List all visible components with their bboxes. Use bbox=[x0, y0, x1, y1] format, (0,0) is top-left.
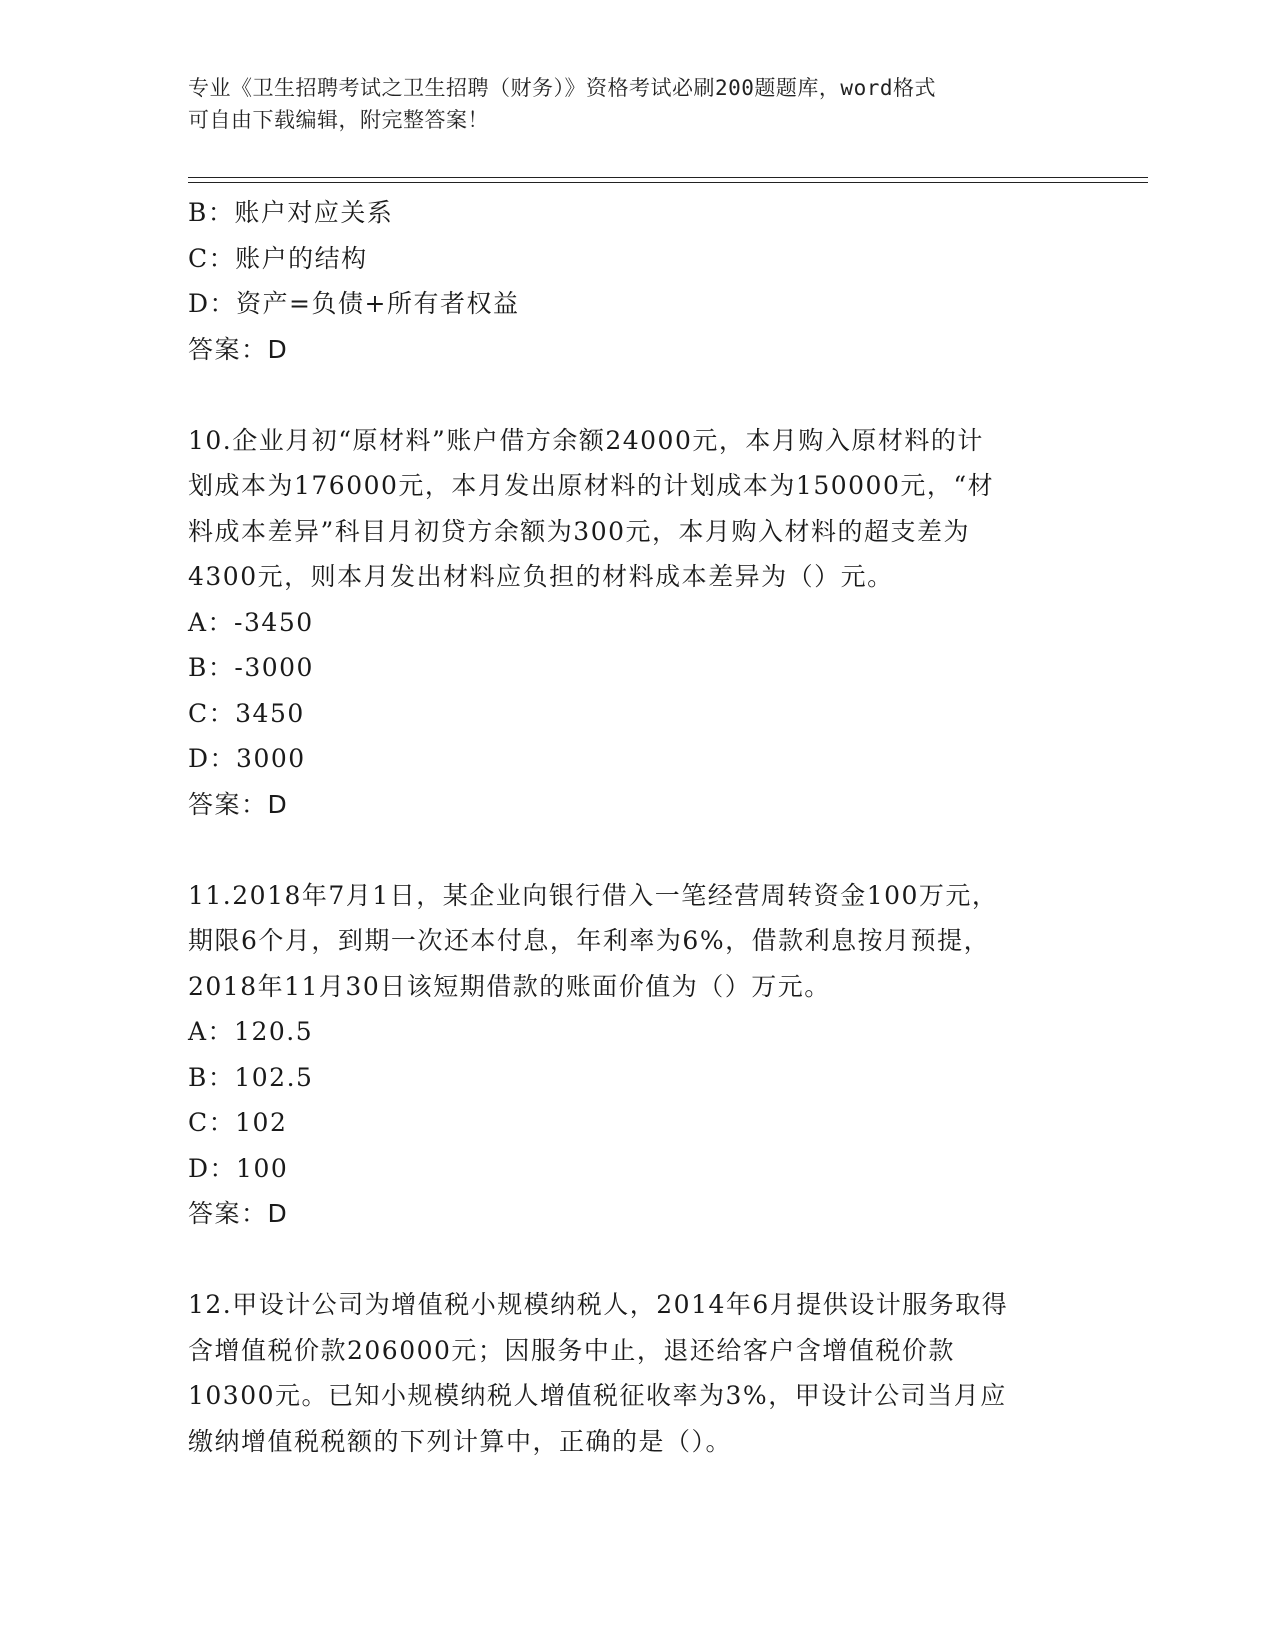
option-b: B：102.5 bbox=[188, 1062, 314, 1092]
answer-line: 答案：D bbox=[188, 789, 289, 819]
question-gap bbox=[188, 827, 1088, 873]
option-d: D：3000 bbox=[188, 744, 306, 773]
header-title-line-2: 可自由下载编辑，附完整答案！ bbox=[188, 108, 489, 132]
question-gap bbox=[188, 372, 1088, 418]
question-stem-line: 期限6个月，到期一次还本付息，年利率为6%，借款利息按月预提， bbox=[188, 926, 991, 955]
question-10 bbox=[188, 418, 1088, 828]
question-stem-line: 2018年11月30日该短期借款的账面价值为（）万元。 bbox=[188, 971, 831, 1001]
option-c: C：账户的结构 bbox=[188, 243, 368, 273]
answer-line: 答案：D bbox=[188, 1199, 289, 1228]
option-b: B：账户对应关系 bbox=[188, 198, 394, 227]
question-stem-line: 11.2018年7月1日，某企业向银行借入一笔经营周转资金100万元， bbox=[188, 880, 999, 910]
option-a: A：-3450 bbox=[188, 607, 314, 637]
question-11 bbox=[188, 873, 1088, 1237]
question-stem-line: 10300元。已知小规模纳税人增值税征收率为3%，甲设计公司当月应 bbox=[188, 1381, 1007, 1410]
option-b: B：-3000 bbox=[188, 653, 314, 682]
question-stem-line: 划成本为176000元，本月发出原材料的计划成本为150000元，“材 bbox=[188, 471, 995, 500]
answer-line: 答案：D bbox=[188, 334, 289, 364]
question-stem-line: 料成本差异”科目月初贷方余额为300元，本月购入材料的超支差为 bbox=[188, 516, 971, 546]
option-c: C：3450 bbox=[188, 698, 305, 728]
question-stem-line: 10.企业月初“原材料”账户借方余额24000元，本月购入原材料的计 bbox=[188, 425, 984, 455]
option-d: D：100 bbox=[188, 1153, 289, 1183]
question-9-tail bbox=[188, 190, 1088, 372]
option-c: C：102 bbox=[188, 1108, 288, 1137]
question-stem-line: 缴纳增值税税额的下列计算中，正确的是（）。 bbox=[188, 1426, 733, 1456]
question-stem-line: 含增值税价款206000元；因服务中止，退还给客户含增值税价款 bbox=[188, 1335, 955, 1365]
question-stem-line: 4300元，则本月发出材料应负担的材料成本差异为（）元。 bbox=[188, 562, 894, 591]
option-d: D：资产=负债+所有者权益 bbox=[188, 289, 520, 318]
header-title-line-1: 专业《卫生招聘考试之卫生招聘（财务）》资格考试必刷200题题库，word格式 bbox=[188, 76, 936, 100]
header-divider-top bbox=[188, 177, 1148, 178]
question-gap bbox=[188, 1237, 1088, 1283]
question-12 bbox=[188, 1282, 1088, 1464]
question-list bbox=[188, 190, 1088, 1464]
option-a: A：120.5 bbox=[188, 1017, 314, 1046]
page-header bbox=[188, 72, 1068, 136]
header-divider-bottom bbox=[188, 182, 1148, 183]
question-stem-line: 12.甲设计公司为增值税小规模纳税人，2014年6月提供设计服务取得 bbox=[188, 1290, 1009, 1319]
